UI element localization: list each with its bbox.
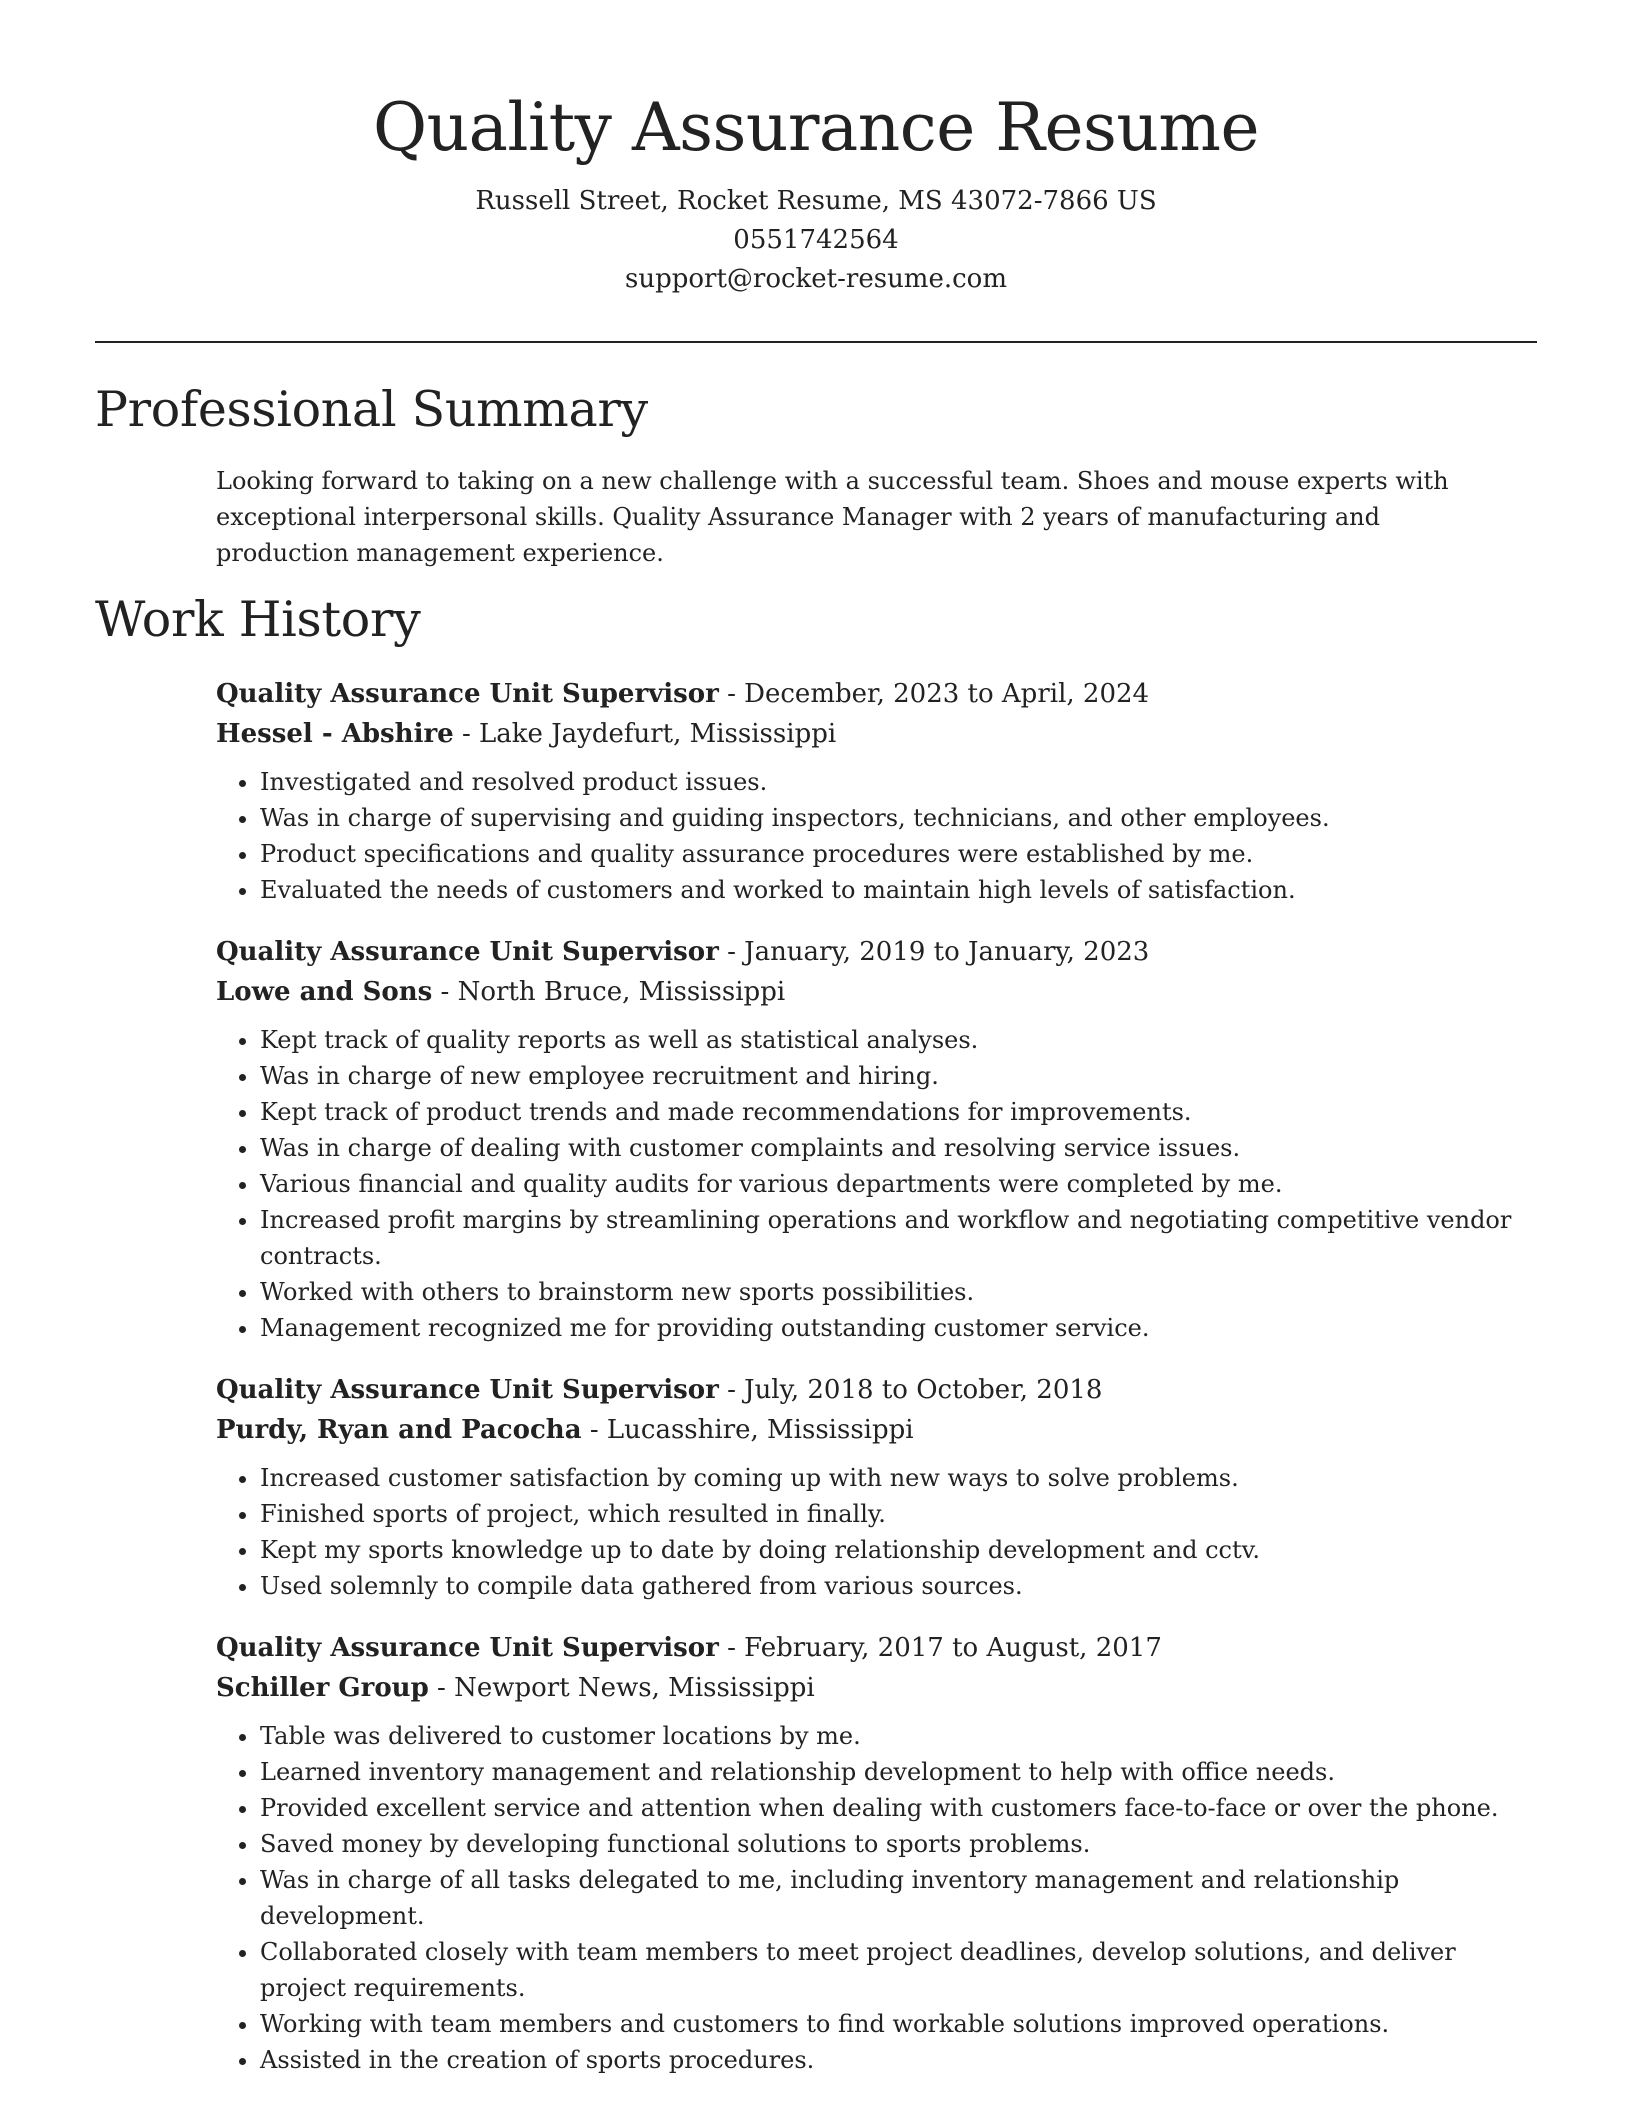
job-title: Quality Assurance Unit Supervisor — [216, 679, 719, 709]
job-bullet: • Was in charge of supervising and guiding inspectors, technicians, and other employees. — [260, 800, 1546, 836]
job-company: Hessel - Abshire — [216, 719, 454, 749]
job-bullet: • Table was delivered to customer locations by me. — [260, 1718, 1546, 1754]
job-company: Schiller Group — [216, 1673, 429, 1703]
job-title-line — [216, 1370, 1546, 1410]
contact-email: support@rocket-resume.com — [624, 264, 1007, 294]
job-dates: - December, 2023 to April, 2024 — [718, 679, 1150, 709]
resume-header — [95, 88, 1537, 299]
job-entry — [216, 1370, 1546, 1604]
job-location: - Lucasshire, Mississippi — [581, 1415, 914, 1445]
job-bullets — [216, 764, 1546, 908]
header-divider — [95, 341, 1537, 343]
job-company-line — [216, 972, 1546, 1012]
job-title: Quality Assurance Unit Supervisor — [216, 1375, 719, 1405]
job-bullet: • Evaluated the needs of customers and worked to maintain high levels of satisfaction. — [260, 872, 1546, 908]
contact-info — [95, 182, 1537, 299]
job-bullet: • Increased customer satisfaction by coming up with new ways to solve problems. — [260, 1460, 1546, 1496]
job-bullet: • Worked with others to brainstorm new sports possibilities. — [260, 1274, 1546, 1310]
contact-phone: 0551742564 — [733, 225, 899, 255]
job-bullet: • Working with team members and customers to find workable solutions improved operations. — [260, 2006, 1546, 2042]
job-bullet: • Various financial and quality audits for various departments were completed by me. — [260, 1166, 1546, 1202]
job-bullet: • Increased profit margins by streamlining operations and workflow and negotiating competitive vendor contracts. — [260, 1202, 1546, 1274]
summary-text: Looking forward to taking on a new challenge with a successful team. Shoes and mouse experts with exceptional interpersonal skills. Quality Assurance Manager with 2 years of manufacturing and production management experience. — [216, 467, 1449, 567]
job-company-line — [216, 1668, 1546, 1708]
job-bullet: • Was in charge of new employee recruitment and hiring. — [260, 1058, 1546, 1094]
job-dates: - July, 2018 to October, 2018 — [718, 1375, 1103, 1405]
job-bullets — [216, 1022, 1546, 1346]
job-company-line — [216, 1410, 1546, 1450]
job-bullet: • Collaborated closely with team members to meet project deadlines, develop solutions, and deliver project requirements. — [260, 1934, 1546, 2006]
job-title-line — [216, 1628, 1546, 1668]
job-bullet: • Was in charge of dealing with customer complaints and resolving service issues. — [260, 1130, 1546, 1166]
job-location: - Lake Jaydefurt, Mississippi — [453, 719, 837, 749]
resume-title: Quality Assurance Resume — [372, 89, 1260, 166]
job-location: - Newport News, Mississippi — [428, 1673, 815, 1703]
job-title: Quality Assurance Unit Supervisor — [216, 1633, 719, 1663]
job-bullet: • Finished sports of project, which resulted in finally. — [260, 1496, 1546, 1532]
job-dates: - February, 2017 to August, 2017 — [718, 1633, 1162, 1663]
job-bullet: • Was in charge of all tasks delegated to me, including inventory management and relationship development. — [260, 1862, 1546, 1934]
job-bullets — [216, 1460, 1546, 1604]
job-title-line — [216, 674, 1546, 714]
job-location: - North Bruce, Mississippi — [432, 977, 786, 1007]
job-company: Purdy, Ryan and Pacocha — [216, 1415, 582, 1445]
job-bullets — [216, 1718, 1546, 2078]
job-bullet: • Investigated and resolved product issues. — [260, 764, 1546, 800]
job-entry — [216, 674, 1546, 908]
job-bullet: • Learned inventory management and relationship development to help with office needs. — [260, 1754, 1546, 1790]
job-company-line — [216, 714, 1546, 754]
job-title: Quality Assurance Unit Supervisor — [216, 937, 719, 967]
contact-address: Russell Street, Rocket Resume, MS 43072-7866 US — [475, 186, 1157, 216]
job-bullet: • Kept track of product trends and made recommendations for improvements. — [260, 1094, 1546, 1130]
job-bullet: • Kept track of quality reports as well as statistical analyses. — [260, 1022, 1546, 1058]
job-entry — [216, 1628, 1546, 2078]
summary-heading: Professional Summary — [95, 381, 648, 438]
work-history-list — [216, 674, 1546, 2102]
job-bullet: • Product specifications and quality assurance procedures were established by me. — [260, 836, 1546, 872]
job-bullet: • Saved money by developing functional solutions to sports problems. — [260, 1826, 1546, 1862]
job-bullet: • Management recognized me for providing outstanding customer service. — [260, 1310, 1546, 1346]
job-bullet: • Assisted in the creation of sports procedures. — [260, 2042, 1546, 2078]
job-bullet: • Provided excellent service and attention when dealing with customers face-to-face or over the phone. — [260, 1790, 1546, 1826]
job-title-line — [216, 932, 1546, 972]
job-dates: - January, 2019 to January, 2023 — [718, 937, 1150, 967]
job-bullet: • Used solemnly to compile data gathered from various sources. — [260, 1568, 1546, 1604]
job-company: Lowe and Sons — [216, 977, 433, 1007]
job-bullet: • Kept my sports knowledge up to date by doing relationship development and cctv. — [260, 1532, 1546, 1568]
work-history-heading: Work History — [95, 591, 421, 648]
job-entry — [216, 932, 1546, 1346]
